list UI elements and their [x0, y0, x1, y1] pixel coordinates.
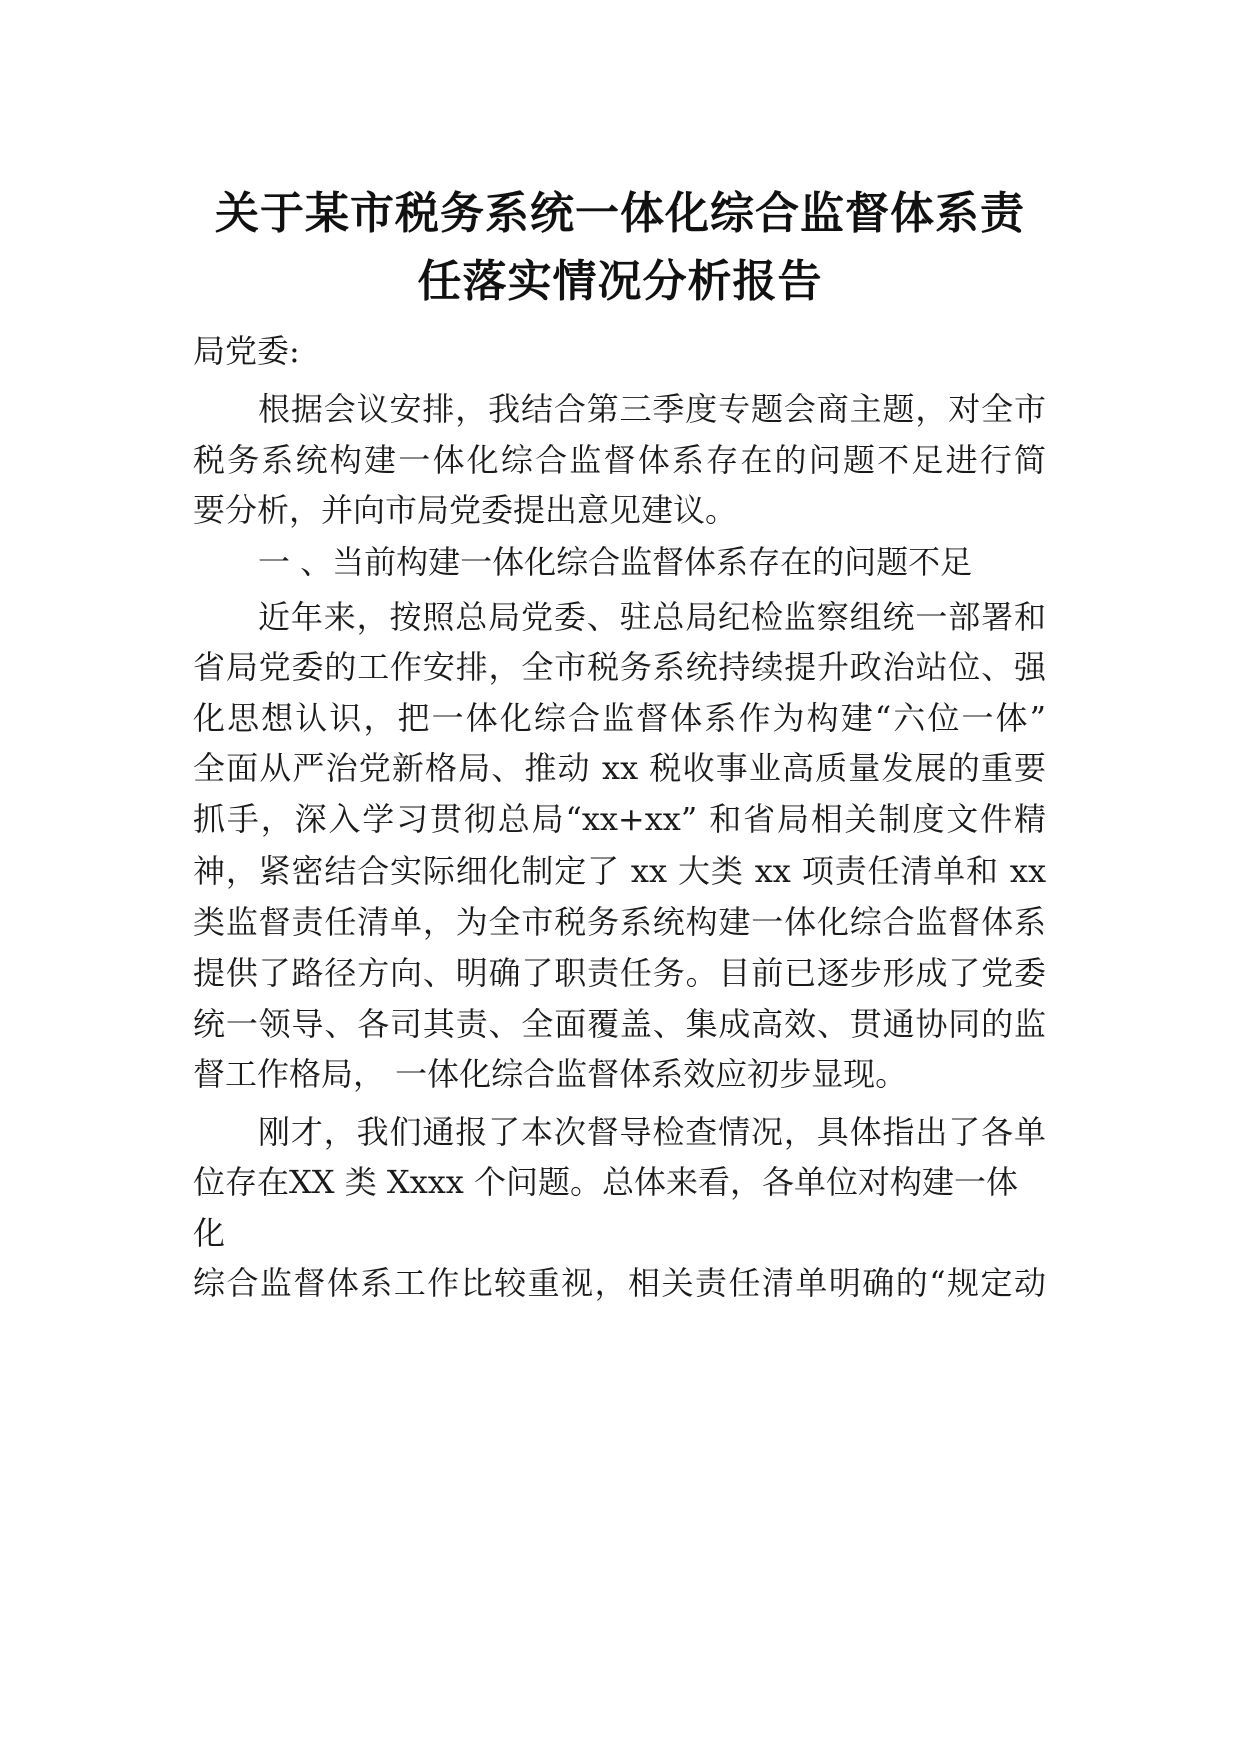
paragraph-line: 根据会议安排，我结合第三季度专题会商主题，对全市 [258, 390, 1046, 428]
paragraph-line: 督工作格局， 一体化综合监督体系效应初步显现。 [193, 1055, 908, 1093]
title-line: 任落实情况分析报告 [417, 256, 823, 307]
section-heading: 一 、当前构建一体化综合监督体系存在的问题不足 [258, 543, 973, 581]
salutation: 局党委: [193, 332, 300, 370]
paragraph-line: 近年来，按照总局党委、驻总局纪检监察组统一部署和 [258, 598, 1046, 636]
paragraph-line: 刚才，我们通报了本次督导检查情况，具体指出了各单 [258, 1113, 1046, 1151]
document-title [150, 180, 1090, 316]
paragraph-line: 综合监督体系工作比较重视，相关责任清单明确的“规定动 [193, 1264, 1046, 1302]
paragraph-line: 化 [193, 1214, 226, 1252]
paragraph-line: 省局党委的工作安排，全市税务系统持续提升政治站位、强 [193, 648, 1046, 686]
paragraph-line: 神，紧密结合实际细化制定了 xx 大类 xx 项责任清单和 xx [193, 852, 1046, 890]
paragraph-line: 统一领导、各司其责、全面覆盖、集成高效、贯通协同的监 [193, 1005, 1046, 1043]
paragraph-line: 要分析，并向市局党委提出意见建议。 [193, 491, 738, 529]
title-line: 关于某市税务系统一体化综合监督体系责 [215, 188, 1025, 239]
paragraph-line: 提供了路径方向、明确了职责任务。目前已逐步形成了党委 [193, 954, 1046, 992]
paragraph-line: 全面从严治党新格局、推动 xx 税收事业高质量发展的重要 [193, 749, 1046, 787]
paragraph-line: 抓手，深入学习贯彻总局“xx+xx” 和省局相关制度文件精 [193, 800, 1046, 838]
paragraph-line: 类监督责任清单，为全市税务系统构建一体化综合监督体系 [193, 903, 1046, 941]
paragraph-line: 位存在XX 类 Xxxx 个问题。总体来看，各单位对构建一体 [193, 1163, 1019, 1201]
paragraph-line: 税务系统构建一体化综合监督体系存在的问题不足进行简 [193, 441, 1046, 479]
paragraph-line: 化思想认识，把一体化综合监督体系作为构建“六位一体” [193, 699, 1046, 737]
